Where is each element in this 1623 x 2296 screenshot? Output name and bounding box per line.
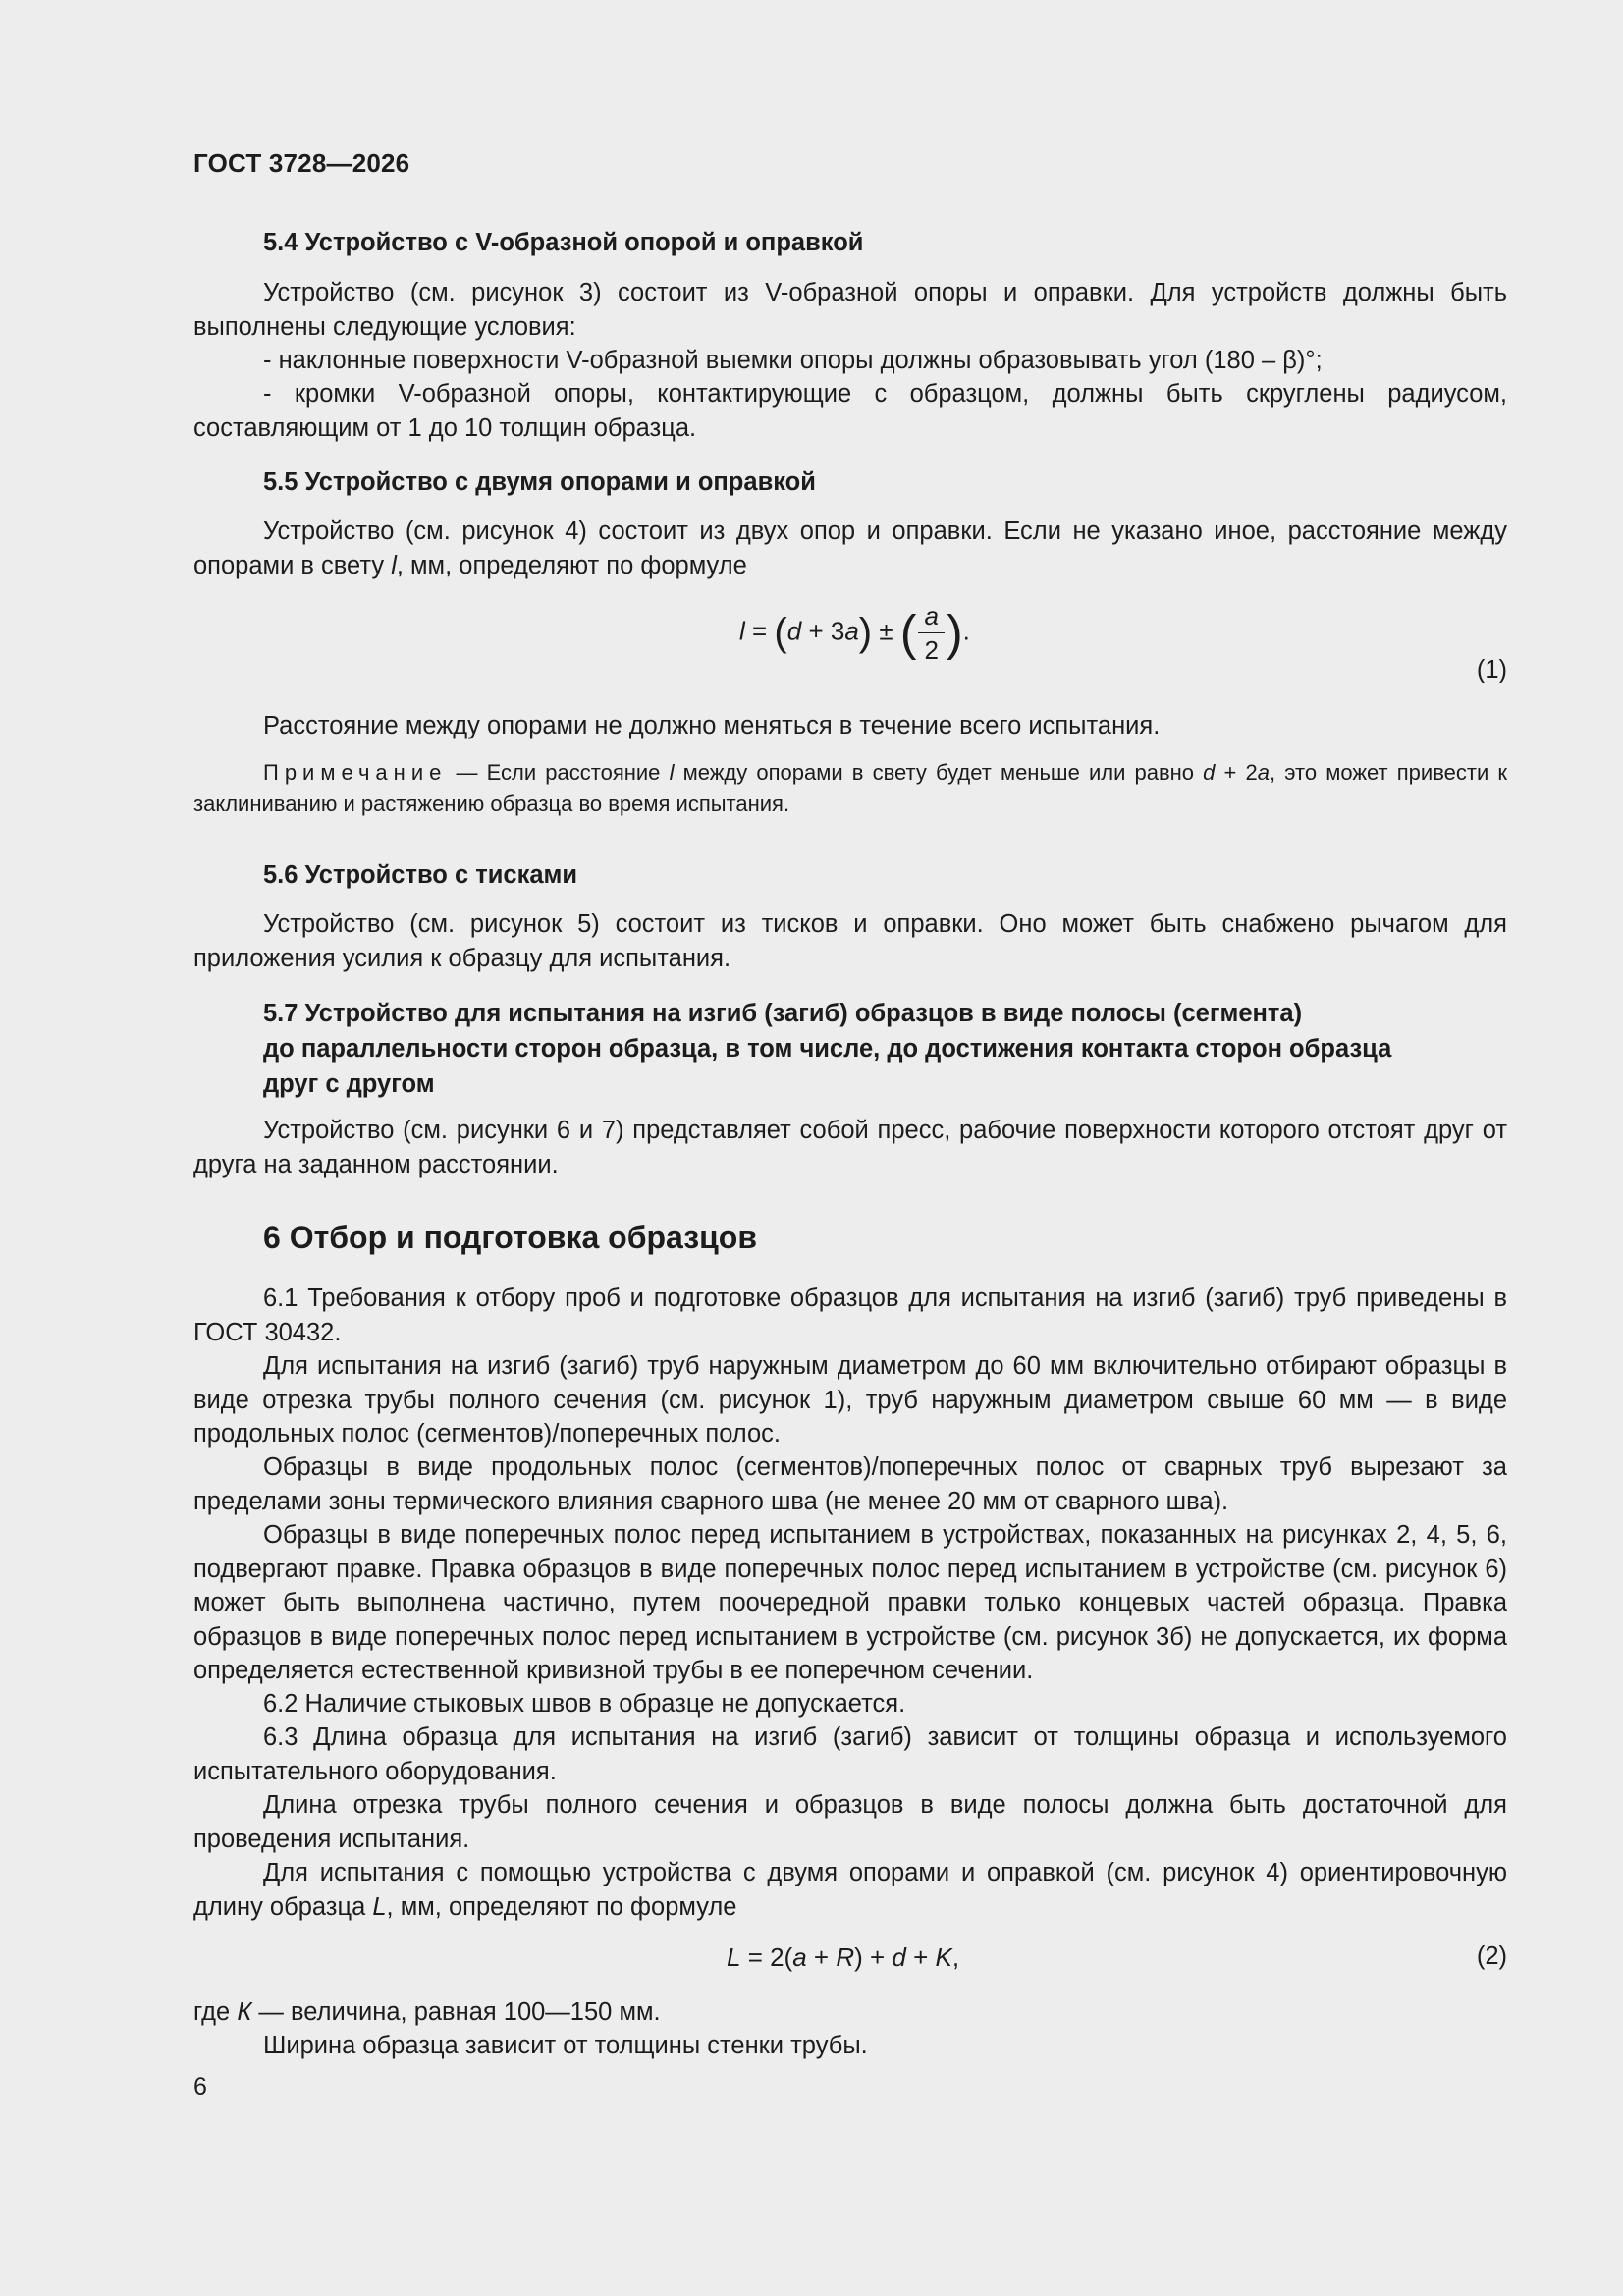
section-6-paragraph-3: Образцы в виде продольных полос (сегментов)/поперечных полос от сварных труб вырезают за пределами зоны термического влияния сварного шва (не менее 20 мм от сварного шва). bbox=[193, 1453, 1507, 1515]
section-6-2-paragraph: 6.2 Наличие стыковых швов в образце не допускается. bbox=[263, 1690, 906, 1718]
section-5-4-paragraph: Устройство (см. рисунок 3) состоит из V-образной опоры и оправки. Для устройств должны быть выполнены следующие условия: bbox=[193, 279, 1507, 341]
section-5-5-paragraph-2: Расстояние между опорами не должно меняться в течение всего испытания. bbox=[263, 712, 1161, 739]
formula-1-number: (1) bbox=[1476, 656, 1507, 683]
section-5-4-item-2: - кромки V-образной опоры, контактирующие с образцом, должны быть скруглены радиусом, составляющим от 1 до 10 толщин образца. bbox=[193, 380, 1507, 442]
section-6-paragraph-9: Ширина образца зависит от толщины стенки трубы. bbox=[263, 2032, 868, 2059]
section-6-1-paragraph: 6.1 Требования к отбору проб и подготовке образцов для испытания на изгиб (загиб) труб приведены в ГОСТ 30432. bbox=[193, 1285, 1507, 1346]
section-5-5-heading: 5.5 Устройство с двумя опорами и оправкой bbox=[263, 468, 816, 496]
section-5-5-paragraph: Устройство (см. рисунок 4) состоит из двух опор и оправки. Если не указано иное, расстояние между опорами в свету l, мм, определяют по формуле bbox=[193, 518, 1507, 579]
section-5-4-heading: 5.4 Устройство с V-образной опорой и оправкой bbox=[263, 229, 864, 256]
section-6-paragraph-4: Образцы в виде поперечных полос перед испытанием в устройствах, показанных на рисунках 2, 4, 5, 6, подвергают правке. Правка образцов в виде поперечных полос перед испытанием в устройстве (см. рисунок 6) может быть выполнена частично, путем поочередной правки только концевых частей образца. Правка образцов в виде поперечных полос перед испытанием в устройстве (см. рисунок 3б) не допускается, их форма определяется естественной кривизной трубы в ее поперечном сечении. bbox=[193, 1521, 1507, 1684]
page-number: 6 bbox=[193, 2073, 207, 2101]
section-5-7-heading-line-1: 5.7 Устройство для испытания на изгиб (загиб) образцов в виде полосы (сегмента) bbox=[263, 1000, 1303, 1027]
section-6-heading: 6 Отбор и подготовка образцов bbox=[263, 1220, 757, 1255]
formula-2: L = 2(a + R) + d + K, bbox=[727, 1942, 960, 1972]
section-5-4-item-1: - наклонные поверхности V-образной выемки опоры должны образовывать угол (180 – β)°; bbox=[263, 347, 1323, 374]
section-6-3-paragraph: 6.3 Длина образца для испытания на изгиб (загиб) зависит от толщины образца и используемого испытательного оборудования. bbox=[193, 1723, 1507, 1785]
section-5-7-heading-line-3: друг с другом bbox=[263, 1070, 435, 1098]
section-6-paragraph-7: Длина отрезка трубы полного сечения и образцов в виде полосы должна быть достаточной для проведения испытания. bbox=[193, 1791, 1507, 1853]
formula-1: l = (d + 3a) ± ( $\frac{a}{2}$ ). bbox=[739, 601, 970, 665]
section-5-7-paragraph: Устройство (см. рисунки 6 и 7) представляет собой пресс, рабочие поверхности которого отстоят друг от друга на заданном расстоянии. bbox=[193, 1117, 1507, 1178]
note: Примечание — Если расстояние l между опорами в свету будет меньше или равно d + 2a, это может привести к заклиниванию и растяжению образца во время испытания. bbox=[193, 760, 1507, 816]
note-label: Примечание bbox=[263, 760, 448, 785]
section-5-6-paragraph: Устройство (см. рисунок 5) состоит из тисков и оправки. Оно может быть снабжено рычагом для приложения усилия к образцу для испытания. bbox=[193, 910, 1507, 972]
document-header: ГОСТ 3728—2026 bbox=[193, 148, 410, 178]
where-clause: где К — величина, равная 100—150 мм. bbox=[193, 1998, 661, 2026]
section-6-paragraph-2: Для испытания на изгиб (загиб) труб наружным диаметром до 60 мм включительно отбирают образцы в виде отрезка трубы полного сечения (см. рисунок 1), труб наружным диаметром свыше 60 мм — в виде продольных полос (сегментов)/поперечных полос. bbox=[193, 1352, 1507, 1448]
section-5-6-heading: 5.6 Устройство с тисками bbox=[263, 861, 578, 889]
section-6-paragraph-8: Для испытания с помощью устройства с двумя опорами и оправкой (см. рисунок 4) ориентировочную длину образца L, мм, определяют по формуле bbox=[193, 1859, 1507, 1921]
section-5-7-heading-line-2: до параллельности сторон образца, в том числе, до достижения контакта сторон образца bbox=[263, 1035, 1392, 1063]
document-page bbox=[193, 0, 1507, 2296]
fraction: $\frac{a}{2}$ bbox=[918, 601, 944, 665]
formula-2-number: (2) bbox=[1476, 1942, 1507, 1970]
